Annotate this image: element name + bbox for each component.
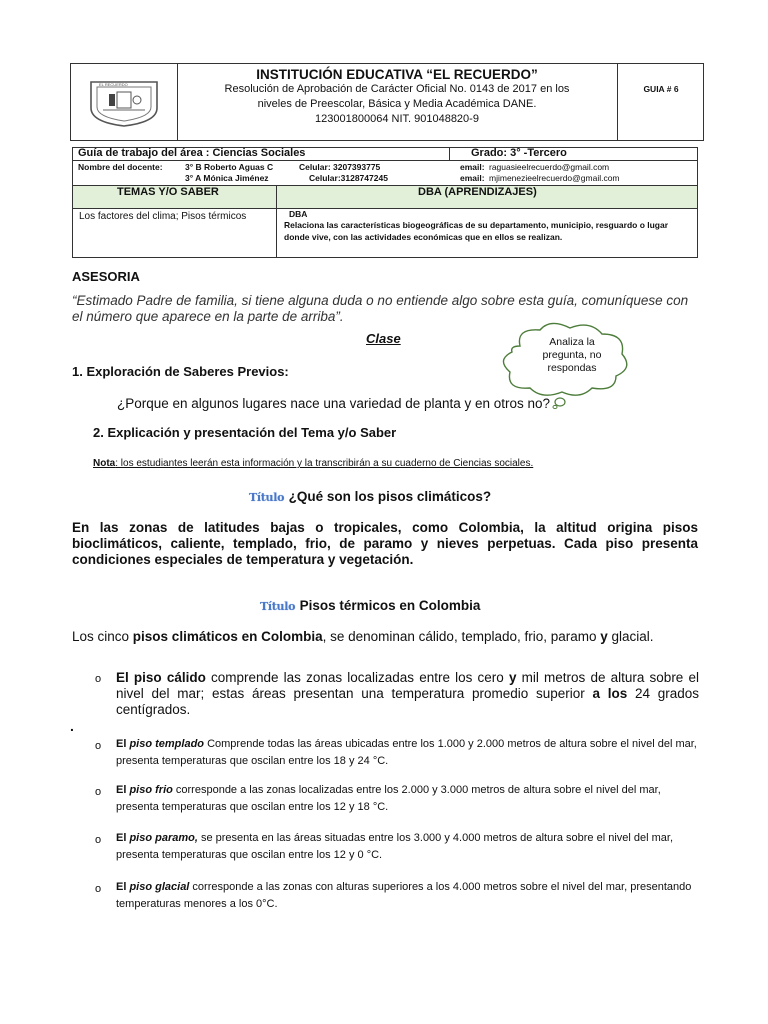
bullet-frio-text [116, 782, 699, 816]
bullet-part: comprende las zonas localizadas entre los cero [205, 670, 509, 685]
bullet-glacial-marker: o [95, 883, 102, 895]
bullet-bold: El piso cálido [116, 670, 206, 685]
bullet-part: Comprende todas las áreas ubicadas entre los 1.000 y 2.000 metros de altura sobre el nivel del mar, presenta temperaturas que oscilan entre los 18 y 24 °C. [116, 738, 697, 767]
grade-label: Grado: 3° -Tercero [471, 147, 567, 159]
asesoria-heading: ASESORIA [72, 269, 140, 284]
area-row [73, 148, 697, 161]
bullet-part: corresponde a las zonas localizadas entre los 2.000 y 3.000 metros de altura sobre el nivel del mar, presenta temperaturas que oscilan entre los 12 y 18 °C. [116, 784, 661, 813]
section-2-title: 2. Explicación y presentación del Tema y/o Saber [93, 425, 397, 440]
col-temas: TEMAS Y/O SABER [117, 186, 219, 198]
section-2-note [93, 458, 533, 469]
guia-cell [617, 64, 704, 140]
teacher-2: 3° A Mónica Jiménez [185, 173, 269, 183]
col-dba: DBA (APRENDIZAJES) [418, 186, 537, 198]
bullet-glacial-text [116, 879, 699, 913]
bullet-italic: piso paramo, [129, 832, 198, 844]
topic-1-paragraph: En las zonas de latitudes bajas o tropicales, como Colombia, la altitud origina pisos bioclimáticos, caliente, templado, frio, de paramo y nieves perpetuas. Cada piso presenta condiciones especiales de temperatura y vegetación. [72, 520, 698, 567]
resolution-line-2: niveles de Preescolar, Básica y Media Académica DANE. [257, 98, 537, 110]
titulo-badge-1: Título [249, 491, 285, 504]
note-text: : los estudiantes leerán esta información y la transcribirán a su cuaderno de Ciencias sociales. [115, 458, 534, 469]
bullet-paramo-text [116, 830, 699, 864]
email-label-1: email: [460, 162, 485, 172]
intro-part: Los cinco [72, 629, 133, 644]
tema-text: Los factores del clima; Pisos térmicos [79, 211, 247, 222]
email-2[interactable]: mjimenezieelrecuerdo@gmail.com [489, 173, 620, 183]
topic-1-heading [249, 488, 491, 506]
guia-number: GUIA # 6 [643, 84, 679, 94]
area-label: Guía de trabajo del área : Ciencias Sociales [78, 147, 306, 159]
email-label-2: email: [460, 173, 485, 183]
bullet-part: 24 grados centígrados. [116, 686, 700, 717]
bullet-templado-text [116, 736, 699, 770]
topic-2-title: Pisos térmicos en Colombia [299, 598, 481, 613]
bullet-frio-marker: o [95, 786, 102, 798]
bullet-templado-marker: o [95, 740, 102, 752]
info-table [72, 147, 698, 258]
bullet-paramo-marker: o [95, 834, 102, 846]
teachers-row [73, 161, 697, 186]
bullet-italic: piso templado [129, 738, 205, 750]
resolution-line-1: Resolución de Aprobación de Carácter Oficial No. 0143 de 2017 en los [224, 83, 570, 95]
asesoria-text: “Estimado Padre de familia, si tiene alguna duda o no entiende algo sobre esta guía, comuníquese con el número que aparece en la parte de arriba”. [72, 293, 689, 324]
bullet-italic: piso glacial [129, 881, 190, 893]
intro-part: , se denominan cálido, templado, frio, paramo [322, 629, 601, 644]
bullet-part: El [116, 738, 130, 750]
clase-heading: Clase [366, 331, 401, 346]
teacher-1: 3° B Roberto Aguas C [185, 162, 274, 172]
columns-header-row [73, 186, 697, 209]
bullet-calido-marker: o [95, 673, 102, 685]
topic-2-intro [72, 629, 698, 645]
bullet-part: El [116, 881, 130, 893]
header-table [70, 63, 704, 141]
content-row [73, 209, 697, 257]
dba-label: DBA [289, 209, 308, 219]
bullet-part: se presenta en las áreas situadas entre los 3.000 y 4.000 metros de altura sobre el nivel del mar, presenta temperaturas que oscilan entre los 12 y 0 °C. [116, 832, 674, 861]
cloud-pointer-bubbles [552, 396, 566, 410]
note-label: Nota [93, 458, 116, 469]
email-1[interactable]: raguasieelrecuerdo@gmail.com [489, 162, 610, 172]
topic-2-heading [260, 597, 480, 615]
intro-bold: y [600, 629, 608, 644]
bullet-part: corresponde a las zonas con alturas superiores a los 4.000 metros sobre el nivel del mar, presentando temperaturas menores a los 0°C. [116, 881, 692, 910]
dba-text: Relaciona las características biogeográficas de su departamento, municipio, resguardo o lugar donde vive, con las actividades económicas que en ellos se realizan. [284, 220, 669, 242]
bullet-part: mil metros de altura sobre el nivel del mar; estas áreas presentan una temperatura promedio superior [116, 670, 699, 701]
section-1-title: 1. Exploración de Saberes Previos: [72, 364, 289, 379]
cloud-note: Analiza la pregunta, no respondas [542, 336, 602, 374]
intro-bold: pisos climáticos en Colombia [132, 629, 323, 644]
resolution-line-3: 123001800064 NIT. 901048820-9 [315, 113, 479, 125]
stray-dot: . [70, 718, 74, 734]
teacher-label: Nombre del docente: [78, 162, 163, 172]
bullet-italic: piso frio [129, 784, 173, 796]
institution-name: INSTITUCIÓN EDUCATIVA “EL RECUERDO” [256, 67, 538, 82]
bullet-part: El [116, 832, 130, 844]
bullet-calido-text [116, 670, 699, 718]
phone-1: Celular: 3207393775 [299, 162, 381, 172]
bullet-bold: a los [592, 686, 628, 701]
bullet-bold: y [508, 670, 517, 685]
logo-cell [71, 64, 178, 140]
section-1-question: ¿Porque en algunos lugares nace una variedad de planta y en otros no? [117, 396, 551, 411]
phone-2: Celular:3128747245 [309, 173, 388, 183]
titulo-badge-2: Título [260, 600, 296, 613]
topic-1-title: ¿Qué son los pisos climáticos? [288, 489, 492, 504]
bullet-part: El [116, 784, 130, 796]
intro-part: glacial. [607, 629, 654, 644]
institution-block [178, 64, 616, 140]
logo-text: EL RECUERDO [99, 82, 128, 87]
